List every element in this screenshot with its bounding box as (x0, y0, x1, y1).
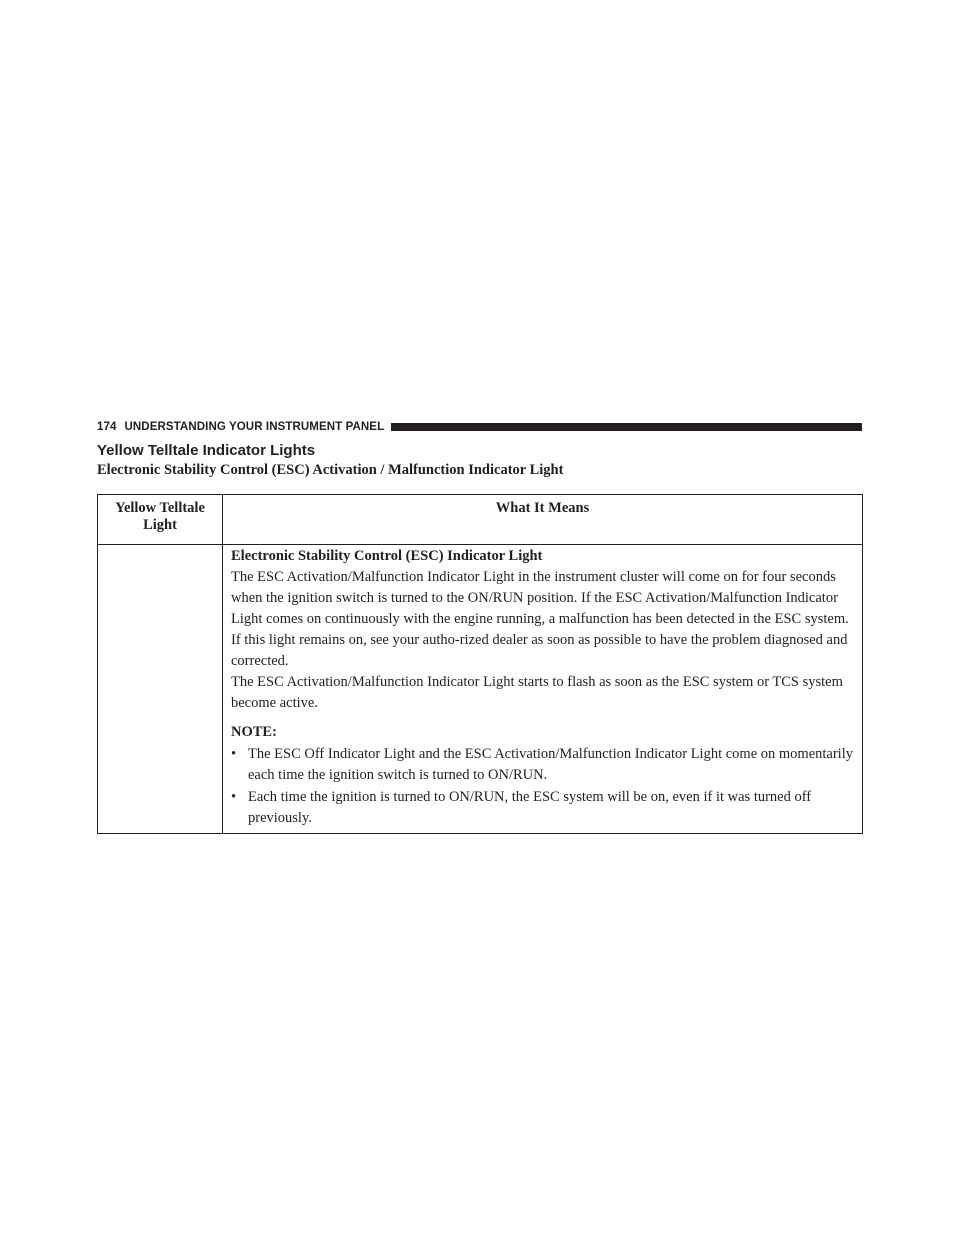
table-row (98, 545, 863, 834)
header-rule (391, 423, 862, 431)
what-it-means-cell (223, 545, 863, 834)
section-title: UNDERSTANDING YOUR INSTRUMENT PANEL (124, 421, 385, 433)
page-heading: Yellow Telltale Indicator Lights (97, 442, 316, 459)
table-header-row (98, 495, 863, 545)
telltale-table (97, 494, 863, 834)
description-paragraph: The ESC Activation/Malfunction Indicator Light in the instrument cluster will come on for four seconds when the ignition switch is turned to the ON/RUN position. If the ESC Activation/Malfunction Indicator Light comes on continuously with the engine running, a malfunction has been detected in the ESC system. If this light remains on, see your autho-rized dealer as soon as possible to have the problem diagnosed and corrected. (231, 569, 849, 669)
description-paragraph: The ESC Activation/Malfunction Indicator Light starts to flash as soon as the ESC system or TCS system become active. (231, 674, 843, 711)
row-title: Electronic Stability Control (ESC) Indicator Light (231, 548, 543, 564)
note-list (231, 744, 856, 829)
page-number: 174 (97, 421, 117, 433)
page-subheading: Electronic Stability Control (ESC) Activation / Malfunction Indicator Light (97, 462, 564, 478)
column-header-telltale-light: Yellow Telltale Light (98, 495, 223, 545)
note-item (231, 787, 856, 829)
note-text: The ESC Off Indicator Light and the ESC Activation/Malfunction Indicator Light come on momentarily each time the ignition switch is turned to ON/RUN. (248, 746, 853, 783)
note-item (231, 744, 856, 786)
column-header-what-it-means: What It Means (223, 495, 863, 545)
note-label: NOTE: (231, 724, 277, 740)
telltale-light-cell (98, 545, 223, 834)
bullet-icon: • (231, 746, 237, 762)
bullet-icon: • (231, 789, 237, 805)
note-text: Each time the ignition is turned to ON/RUN, the ESC system will be on, even if it was turned off previously. (248, 789, 812, 826)
page-header (97, 420, 862, 434)
